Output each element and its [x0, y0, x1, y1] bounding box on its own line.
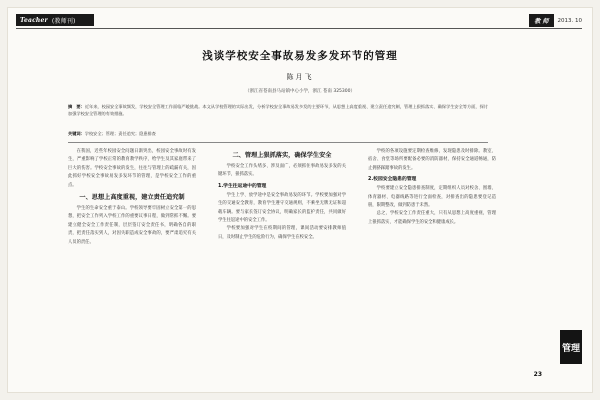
paragraph: 学生上学、放学途中是安全事故易发的环节。学校要加强对学生的交通安全教育，教育学生遵守交通规则，不乘坐无牌无证和超载车辆。要与家长签订安全协议，明确家长的监护责任，共同做好学生往返途中的安全工作。	[218, 192, 346, 224]
article-author: 陈月飞	[286, 73, 314, 81]
keywords	[68, 130, 488, 137]
paragraph: 学校要建立安全隐患排查制度，定期组织人员对校舍、围墙、体育器材、电器线路等进行全面检查，对排查出的隐患要登记造册，限期整改，做到防患于未然。	[368, 186, 496, 209]
journal-page	[8, 8, 592, 392]
journal-edition: (教师刊)	[51, 17, 76, 25]
section-heading: 二、管理上狠抓落实，确保学生安全	[232, 152, 332, 159]
abstract-label: 摘 要：	[68, 104, 85, 109]
body-column-1	[68, 148, 196, 247]
page-number: 23	[533, 371, 542, 378]
paragraph: 学校的各项设施要定期检查维修，发现隐患及时排除。教室、宿舍、食堂等场所要配备必要的消防器材，保持安全通道畅通，防止拥挤踩踏事故的发生。	[368, 149, 496, 171]
paragraph: 学校安全工作头绪多、涉及面广，必须抓住事故易发多发的关键环节，狠抓落实。	[218, 164, 346, 178]
article-title: 浅谈学校安全事故易发多发环节的管理	[202, 50, 398, 62]
author-affiliation: （浙江省苍南县马站镇中心小学，浙江 苍南 325300）	[244, 89, 356, 94]
issue-date: 2013. 10	[557, 17, 582, 24]
keywords-label: 关键词：	[68, 131, 85, 136]
journal-brand: Teacher	[20, 16, 48, 24]
section-heading: 一、思想上高度重视，建立责任追究制	[79, 194, 185, 202]
section-tab: 管理	[560, 330, 582, 364]
subsection-heading: 1.学生往返途中的管理	[218, 183, 267, 189]
header-divider	[16, 28, 582, 29]
abstract	[68, 103, 488, 117]
paragraph: 总之，学校安全工作责任重大，只有从思想上高度重视，管理上狠抓落实，才能确保学生的安全和健康成长。	[368, 211, 496, 225]
abstract-divider	[68, 142, 488, 143]
journal-header-right	[529, 14, 582, 27]
journal-logo: 教 师	[529, 14, 553, 27]
body-column-3	[368, 148, 496, 227]
abstract-text: 近年来，校园安全事故频发，学校安全管理工作面临严峻挑战。本文从学校管理的实际出发，分析学校安全事故易发多发的主要环节，从思想上高度重视、建立责任追究制，管理上狠抓落实、确保学生安全等方面，探讨加强学校安全管理的有效措施。	[68, 104, 488, 116]
paragraph: 学生的生命安全重于泰山。学校领导要牢固树立安全第一的思想，把安全工作列入学校工作的重要议事日程，做到常抓不懈。要建立健全安全工作责任制，层层签订安全责任书，明确各自的职责，把责任落实到人，对因失职造成安全事故的，要严肃追究有关人员的责任。	[68, 206, 196, 245]
journal-header-left	[16, 14, 94, 26]
paragraph: 在我国，近些年校园安全问题日渐突出，校园安全事故时有发生，严重影响了学校正常的教育教学秩序，给学生及其家庭带来了巨大的伤害。学校安全事故的发生，往往与管理上的疏漏有关，因此抓好学校安全事故易发多发环节的管理，是学校安全工作的重点。	[68, 149, 196, 188]
keywords-text: 学校安全；管理；责任追究；隐患排查	[84, 131, 156, 136]
body-column-2	[218, 148, 346, 242]
paragraph: 学校要加强对学生在校期间的管理，课间活动要安排教师值日，及时制止学生的危险行为，确保学生在校安全。	[218, 226, 346, 240]
subsection-heading: 2.校园安全隐患的管理	[368, 177, 417, 183]
